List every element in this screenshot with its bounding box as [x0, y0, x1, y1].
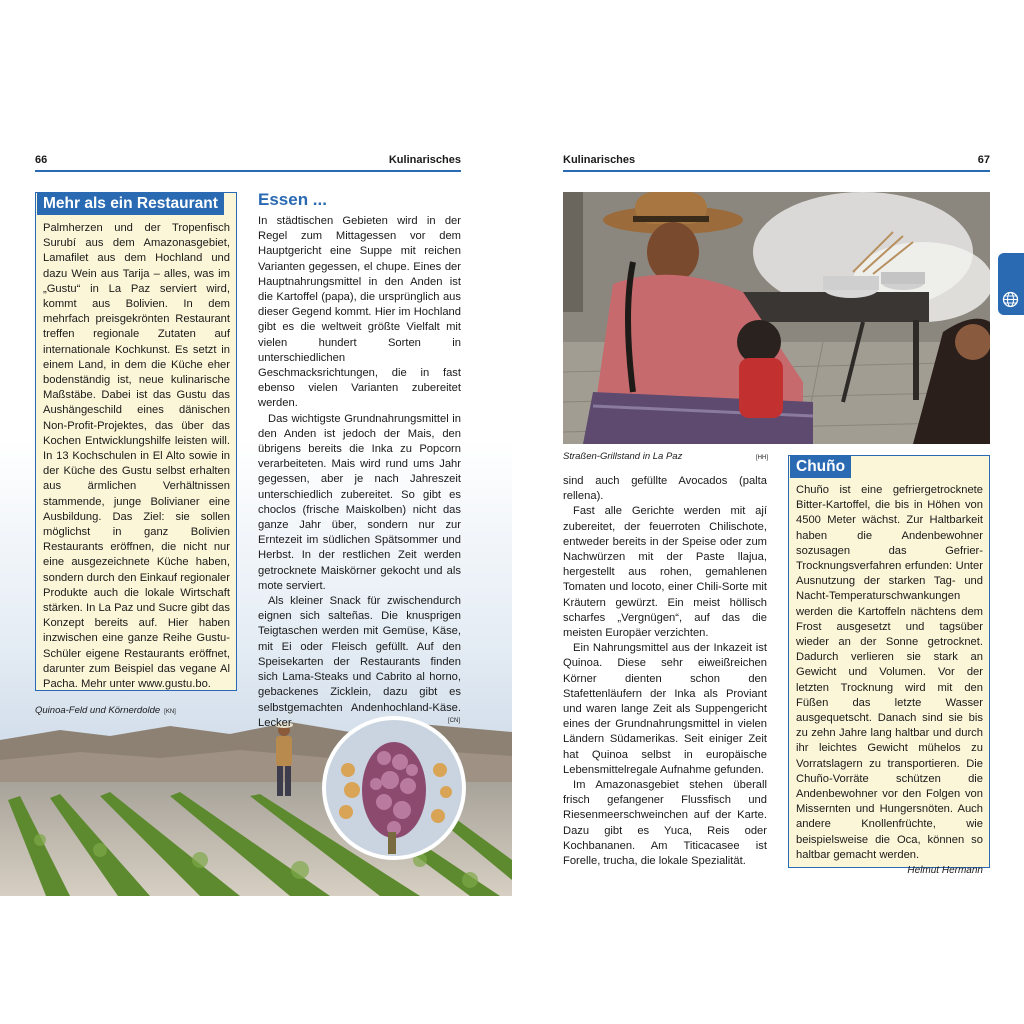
photo-credit: [KN] — [164, 709, 176, 715]
info-box-gustu — [35, 192, 237, 691]
photo-credit-right: [HH] — [756, 455, 768, 461]
body-paragraph: Im Amazonasgebiet stehen überall frisch gefangener Flussfisch und Riesenmeerschweinchen auf der Karte. Dazu gibt es Yuca, Reis oder Kochbananen. Am Titicacasee ist Forelle, trucha, die lokale Spezialität. — [563, 779, 767, 868]
photo-caption-right: Straßen-Grillstand in La Paz — [563, 451, 683, 462]
essen-paragraph: Als kleiner Snack für zwischendurch eignen sich salteñas. Die knusprigen Teigtaschen werden mit Gemüse, Käse, mit Ei oder Fleisch gefüllt. Auf den Speisekarten der Restaurants finden sich Lama-Steaks und Cabrito al horno, gebackenes Zicklein, dazu gibt es selbstgemachten Andenhochland-Käse. Lecker — [258, 595, 461, 729]
body-paragraph: Fast alle Gerichte werden mit ají zubereitet, der feuerroten Chilischote, entweder bereits in der Speise oder zum Nachwürzen mit der Paste llajua, hergestellt aus rohen, gemahlenen Tomaten und locoto, einer Chili-Sorte mit Kräutern gewürzt. Ein meist höllisch scharfes „Vergnügen“, auf das die meisten Europäer verzichten. — [563, 505, 767, 640]
essen-paragraph: Das wichtigste Grundnahrungsmittel in den Anden ist jedoch der Mais, den übrigens bereits die Inka zu Popcorn verarbeiteten. Mais wird rund ums Jahr gegessen, aber je nach Jahreszeit unterschiedlich zubereitet. So gibt es choclos (frische Maiskolben) nicht das ganze Jahr über, sondern nur zur Erntezeit im südlichen Spätsommer und Herbst. In der restlichen Zeit werden getrocknete Maiskörner gekocht und als mote serviert. — [258, 412, 461, 592]
quinoa-inset — [322, 716, 466, 860]
globe-icon — [1002, 291, 1019, 313]
body-paragraph: Ein Nahrungsmittel aus der Inkazeit ist Quinoa. Diese sehr eiweißreichen Körner dienten schon den Stafettenläufern der Inka als Proviant und waren lange Zeit als Suppengericht eines der Grundnahrungsmittel in vielen Ländern Südamerikas. Seit einiger Zeit hat Quinoa selbst in europäische Lebensmittelregale Aufnahme gefunden. — [563, 642, 767, 776]
street-grill-photo — [563, 192, 990, 444]
header-rule-right — [563, 170, 990, 172]
essen-headline: Essen ... — [258, 190, 327, 209]
box-title-gustu: Mehr als ein Restaurant — [37, 193, 224, 215]
photo-caption-text: Quinoa-Feld und Körnerdolde — [35, 705, 161, 716]
essen-text — [258, 214, 461, 731]
photo-caption-left — [35, 705, 176, 716]
right-body-text — [563, 474, 767, 869]
body-paragraph: sind auch gefüllte Avocados (palta rellena). — [563, 475, 767, 503]
running-head-right: Kulinarisches — [563, 154, 636, 166]
essen-paragraph: In städtischen Gebieten wird in der Regel zum Mittagessen vor dem Hauptgericht eine Suppe mit reichen Varianten gegessen, el chupe. Eines der Hauptnahrungsmittel in den Anden ist die Kartoffel (papa), die ursprünglich aus dieser Gegend kommt. Hier im Hochland gibt es die weltweit größte Vielfalt mit vielen hundert Sorten in unterschiedlichen Geschmacksrichtungen, die in fast ebenso vielen Varianten zubereitet werden. — [258, 215, 461, 410]
page-number-left: 66 — [35, 154, 48, 166]
street-grill-image — [563, 192, 990, 444]
chapter-tab[interactable] — [998, 253, 1024, 315]
info-box-chuno — [788, 455, 990, 877]
box-body-gustu: Palmherzen und der Tropenfisch Surubí aus dem Amazonasgebiet, Lamafilet aus dem Hochland und dazu Wein aus Tarija – alles, was im „Gustu“ in La Paz serviert wird, kommt aus Bolivien. In dem mehrfach preisgekrönten Restaurant treffen regionale Zutaten auf internationale Kochkunst. Es setzt in einem Land, in dem die Küche eher bodenständig ist, neue kulinarische Maßstäbe. Dabei ist das Gustu das Aushängeschild eines dänischen Non-Profit-Projektes, das über das Kochen Entwicklungshilfe leisten will. In 13 Kochschulen in El Alto sowie in der Küche des Gustu selbst erhalten aus ärmlichen Verhältnissen stammende, junge Bolivianer eine Ausbildung. Das Ziel: sie sollen möglichst in ganz Bolivien Restaurants eröffnen, die nicht nur eine ausgezeichnete Küche haben, sondern durch den Einkauf regionaler Produkte auch die lokale Wirtschaft stärken. In La Paz und Sucre gibt das Konzept bereits auf. Hier haben inzwischen eine ganze Reihe Gustu-Schüler eigene Restaurants eröffnet, darunter zum Beispiel das vegane Al Pacha. Mehr unter www.gustu.bo. — [43, 222, 230, 691]
inset-credit: [CN] — [448, 718, 460, 724]
running-head-left: Kulinarisches — [388, 154, 461, 166]
box-body-chuno: Chuño ist eine gefriergetrocknete Bitter-Kartoffel, die bis in Höhen von 4500 Meter wächst. Zur Haltbarkeit haben die Andenbewohner sozusagen das Gefrier-Trocknungsverfahren erfunden: Unter Ausnutzung der starken Tag- und Nacht-Temperaturschwankungen werden die Kartoffeln nächtens dem Frost ausgesetzt und tagsüber wieder an der Sonne getrocknet. Dadurch verlieren sie stark an Gewicht und Volumen. Vor der letzten Trocknung wird mit den Füßen das letzte Wasser ausgequetscht. Danach sind sie bis zu zehn Jahre lang haltbar und durch ihr leichtes Gewicht mühelos zu Vorratslagern zu transportieren. Die Chuño-Vorräte schützen die Andenbewohner vor den Folgen von Missernten und Hungersnöten. Auch andere Knollenfrüchte, wie beispielsweise die Oca, können so haltbar gemacht werden. — [796, 484, 983, 861]
page-number-right: 67 — [977, 154, 990, 166]
header-rule-left — [35, 170, 461, 172]
box-author: Helmut Hermann — [907, 865, 983, 877]
box-title-chuno: Chuño — [790, 456, 851, 478]
